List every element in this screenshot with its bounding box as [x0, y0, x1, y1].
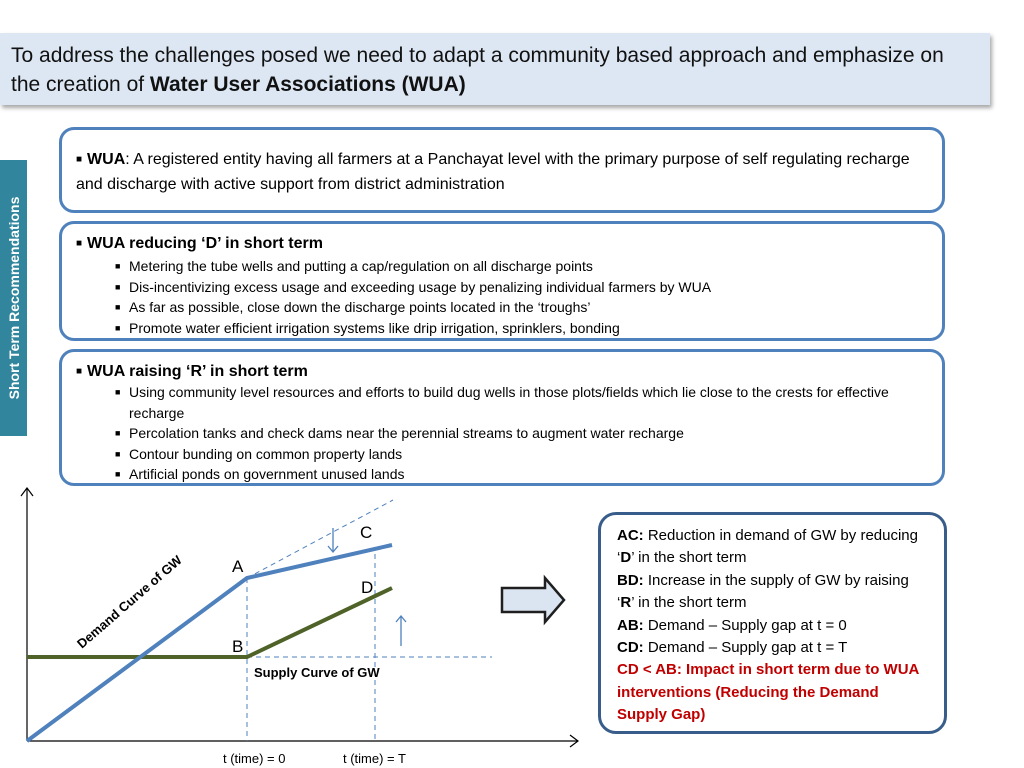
bullet-icon: ■ [115, 261, 121, 271]
legend-ac-key: AC: [617, 527, 644, 544]
legend-bd-text: Increase in the supply of GW by raising ‘ [617, 571, 909, 612]
legend-ac-d: D [620, 549, 632, 567]
bullet-icon: ■ [115, 469, 121, 480]
list-item-text: Metering the tube wells and putting a cap/regulation on all discharge points [129, 258, 593, 274]
title-text: To address the challenges posed we need to adapt a community based approach and emphasize on the creation of [11, 44, 944, 96]
bullet-icon: ■ [115, 322, 121, 333]
legend-conclusion: CD < AB: Impact in short term due to WUA interventions (Reducing the Demand Supply Gap) [617, 661, 919, 724]
bullet-icon: ■ [115, 448, 121, 459]
list-item [115, 297, 935, 318]
legend-bd-text-end: ’ in the short term [631, 594, 747, 612]
bullet-icon: ■ [76, 154, 83, 165]
legend-bd [617, 570, 927, 615]
point-a-label: A [232, 557, 244, 576]
legend-ab-key: AB: [617, 616, 644, 634]
gw-diagram [0, 480, 600, 768]
list-item [115, 256, 935, 277]
legend-text [617, 525, 927, 727]
legend-cd-key: CD: [617, 639, 644, 657]
list-item [115, 382, 935, 423]
title-bold-text: Water User Associations (WUA) [149, 73, 466, 96]
list-item-text: Using community level resources and efforts to build dug wells in those plots/fields which lie close to the crests for effective recharge [129, 384, 889, 421]
point-b-label: B [232, 637, 244, 656]
legend-ac-text: Reduction in demand of GW by reducing ‘ [617, 527, 918, 567]
list-item [115, 318, 935, 339]
right-arrow-icon [502, 578, 564, 622]
legend-bd-key: BD: [617, 571, 644, 589]
wua-definition [76, 148, 916, 196]
wua-definition-box [59, 127, 945, 213]
bullet-icon: ■ [115, 428, 121, 439]
list-item-text: As far as possible, close down the discharge points located in the ‘troughs’ [129, 299, 591, 316]
side-tab-label: Short Term Recommendations [5, 196, 22, 400]
reduce-d-box [59, 221, 945, 341]
list-item-text: Promote water efficient irrigation systems like drip irrigation, sprinklers, bonding [129, 319, 620, 336]
legend-ab-text: Demand – Supply gap at t = 0 [643, 616, 847, 634]
page-title [11, 41, 971, 99]
side-tab [0, 160, 27, 436]
legend-ac-text-end: ’ in the short term [631, 549, 747, 567]
wua-term: WUA [87, 151, 126, 168]
raise-r-list [115, 382, 935, 485]
demand-curve-label: Demand Curve of GW [74, 552, 185, 652]
t0-label: t (time) = 0 [223, 751, 286, 766]
legend-bd-r: R [620, 594, 632, 612]
bullet-icon: ■ [115, 302, 121, 313]
bullet-icon: ■ [76, 366, 83, 377]
list-item-text: Artificial ponds on government unused lands [129, 466, 405, 483]
supply-curve-label: Supply Curve of GW [254, 665, 380, 680]
tT-label: t (time) = T [343, 751, 406, 766]
legend-cd-text: Demand – Supply gap at t = T [643, 639, 848, 657]
bullet-icon: ■ [76, 238, 83, 249]
list-item [115, 277, 935, 298]
list-item-text: Percolation tanks and check dams near the perennial streams to augment water recharge [129, 425, 684, 442]
point-c-label: C [360, 523, 373, 542]
wua-definition-text: : A registered entity having all farmers at a Panchayat level with the primary purpose of self regulating recharge and discharge with active support from district administration [76, 151, 910, 193]
legend-ac [617, 525, 927, 570]
raise-r-box [59, 349, 945, 486]
list-item [115, 444, 935, 465]
bullet-icon: ■ [115, 387, 121, 397]
bullet-icon: ■ [115, 281, 121, 292]
reduce-d-list [115, 256, 935, 338]
list-item [115, 423, 935, 444]
legend-box [598, 512, 947, 734]
list-item-text: Contour bunding on common property lands [129, 445, 403, 462]
legend-cd [617, 637, 927, 659]
raise-r-heading-text: WUA raising ‘R’ in short term [87, 363, 308, 380]
title-bar [0, 33, 990, 105]
reduce-d-heading-text: WUA reducing ‘D’ in short term [87, 235, 323, 252]
list-item-text: Dis-incentivizing excess usage and exceeding usage by penalizing individual farmers by WUA [129, 278, 712, 295]
legend-ab [617, 615, 927, 637]
point-d-label: D [361, 578, 374, 597]
reduce-d-heading [76, 232, 916, 257]
